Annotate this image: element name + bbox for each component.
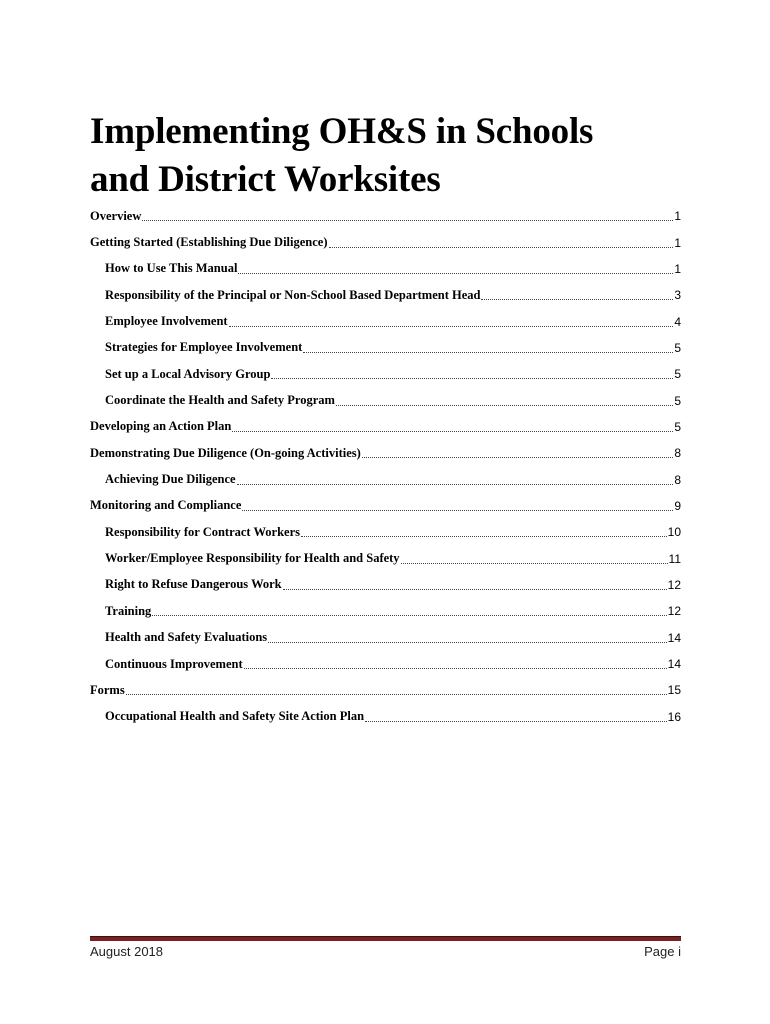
toc-entry-label: Responsibility of the Principal or Non-School Based Department Head [105, 287, 481, 302]
toc-entry[interactable] [90, 387, 681, 413]
toc-dot-leader [244, 667, 667, 669]
toc-entry-label: Continuous Improvement [105, 656, 243, 671]
toc-entry-label: Right to Refuse Dangerous Work [105, 577, 282, 592]
toc-dot-leader [336, 404, 673, 406]
toc-dot-leader [229, 325, 674, 327]
toc-entry-label: Responsibility for Contract Workers [105, 524, 301, 539]
toc-entry-page: 5 [674, 340, 681, 355]
toc-entry-page: 5 [674, 367, 681, 382]
toc-entry[interactable] [90, 466, 681, 492]
toc-entry-label: Occupational Health and Safety Site Action Plan [105, 709, 365, 724]
toc-dot-leader [329, 246, 674, 248]
document-title [90, 108, 690, 204]
toc-entry-page: 14 [667, 657, 681, 672]
toc-dot-leader [142, 219, 673, 221]
toc-entry-label: Set up a Local Advisory Group [105, 366, 271, 381]
toc-entry-page: 10 [667, 525, 681, 540]
toc-dot-leader [362, 456, 674, 458]
footer-date: August 2018 [90, 944, 164, 959]
toc-entry-page: 9 [674, 498, 681, 513]
title-line-2: and District Worksites [90, 159, 441, 200]
toc-entry[interactable] [90, 493, 681, 519]
toc-entry-page: 1 [674, 235, 681, 250]
toc-entry-label: Getting Started (Establishing Due Diligence) [90, 235, 328, 250]
toc-entry-label: Employee Involvement [105, 314, 228, 329]
toc-entry-label: Overview [90, 208, 142, 223]
toc-entry[interactable] [90, 677, 681, 703]
toc-entry-label: Developing an Action Plan [90, 419, 232, 434]
toc-entry-page: 3 [674, 288, 681, 303]
toc-entry-page: 12 [667, 604, 681, 619]
toc-entry[interactable] [90, 282, 681, 308]
toc-entry[interactable] [90, 572, 681, 598]
toc-dot-leader [301, 535, 667, 537]
toc-entry[interactable] [90, 704, 681, 730]
toc-entry-page: 8 [674, 472, 681, 487]
toc-dot-leader [238, 272, 673, 274]
toc-entry-label: Forms [90, 682, 125, 697]
toc-dot-leader [242, 509, 673, 511]
toc-entry-page: 12 [667, 577, 681, 592]
toc-entry-label: Training [105, 603, 152, 618]
toc-entry-page: 5 [674, 393, 681, 408]
footer-divider [90, 936, 681, 941]
toc-entry-page: 4 [674, 314, 681, 329]
toc-dot-leader [365, 720, 667, 722]
toc-entry[interactable] [90, 651, 681, 677]
toc-dot-leader [283, 588, 667, 590]
toc-entry-page: 15 [667, 683, 681, 698]
toc-dot-leader [126, 693, 667, 695]
toc-entry-page: 11 [668, 551, 681, 566]
toc-entry-page: 1 [674, 209, 681, 224]
toc-entry[interactable] [90, 598, 681, 624]
toc-dot-leader [303, 351, 673, 353]
toc-dot-leader [481, 298, 673, 300]
toc-entry[interactable] [90, 335, 681, 361]
table-of-contents [90, 203, 681, 730]
toc-entry[interactable] [90, 519, 681, 545]
toc-entry[interactable] [90, 308, 681, 334]
toc-dot-leader [271, 377, 673, 379]
toc-entry-page: 8 [674, 446, 681, 461]
toc-entry-label: Monitoring and Compliance [90, 498, 242, 513]
toc-entry-page: 5 [674, 419, 681, 434]
title-line-1: Implementing OH&S in Schools [90, 111, 594, 152]
toc-entry-label: Coordinate the Health and Safety Program [105, 393, 335, 408]
toc-entry-label: Demonstrating Due Diligence (On-going Activities) [90, 445, 361, 460]
toc-entry-label: How to Use This Manual [105, 261, 238, 276]
toc-entry-label: Achieving Due Diligence [105, 472, 236, 487]
toc-entry-label: Worker/Employee Responsibility for Health and Safety [105, 551, 400, 566]
toc-entry[interactable] [90, 229, 681, 255]
toc-dot-leader [401, 562, 668, 564]
toc-entry[interactable] [90, 440, 681, 466]
toc-entry[interactable] [90, 256, 681, 282]
toc-entry-label: Health and Safety Evaluations [105, 630, 268, 645]
toc-entry[interactable] [90, 361, 681, 387]
toc-entry-page: 16 [667, 709, 681, 724]
toc-entry[interactable] [90, 414, 681, 440]
toc-dot-leader [232, 430, 673, 432]
toc-entry[interactable] [90, 545, 681, 571]
toc-dot-leader [268, 641, 666, 643]
footer-page-number: Page i [644, 944, 681, 959]
toc-entry[interactable] [90, 203, 681, 229]
toc-dot-leader [237, 483, 674, 485]
toc-entry-page: 1 [674, 261, 681, 276]
toc-entry[interactable] [90, 625, 681, 651]
toc-entry-page: 14 [667, 630, 681, 645]
toc-entry-label: Strategies for Employee Involvement [105, 340, 303, 355]
toc-dot-leader [152, 614, 666, 616]
